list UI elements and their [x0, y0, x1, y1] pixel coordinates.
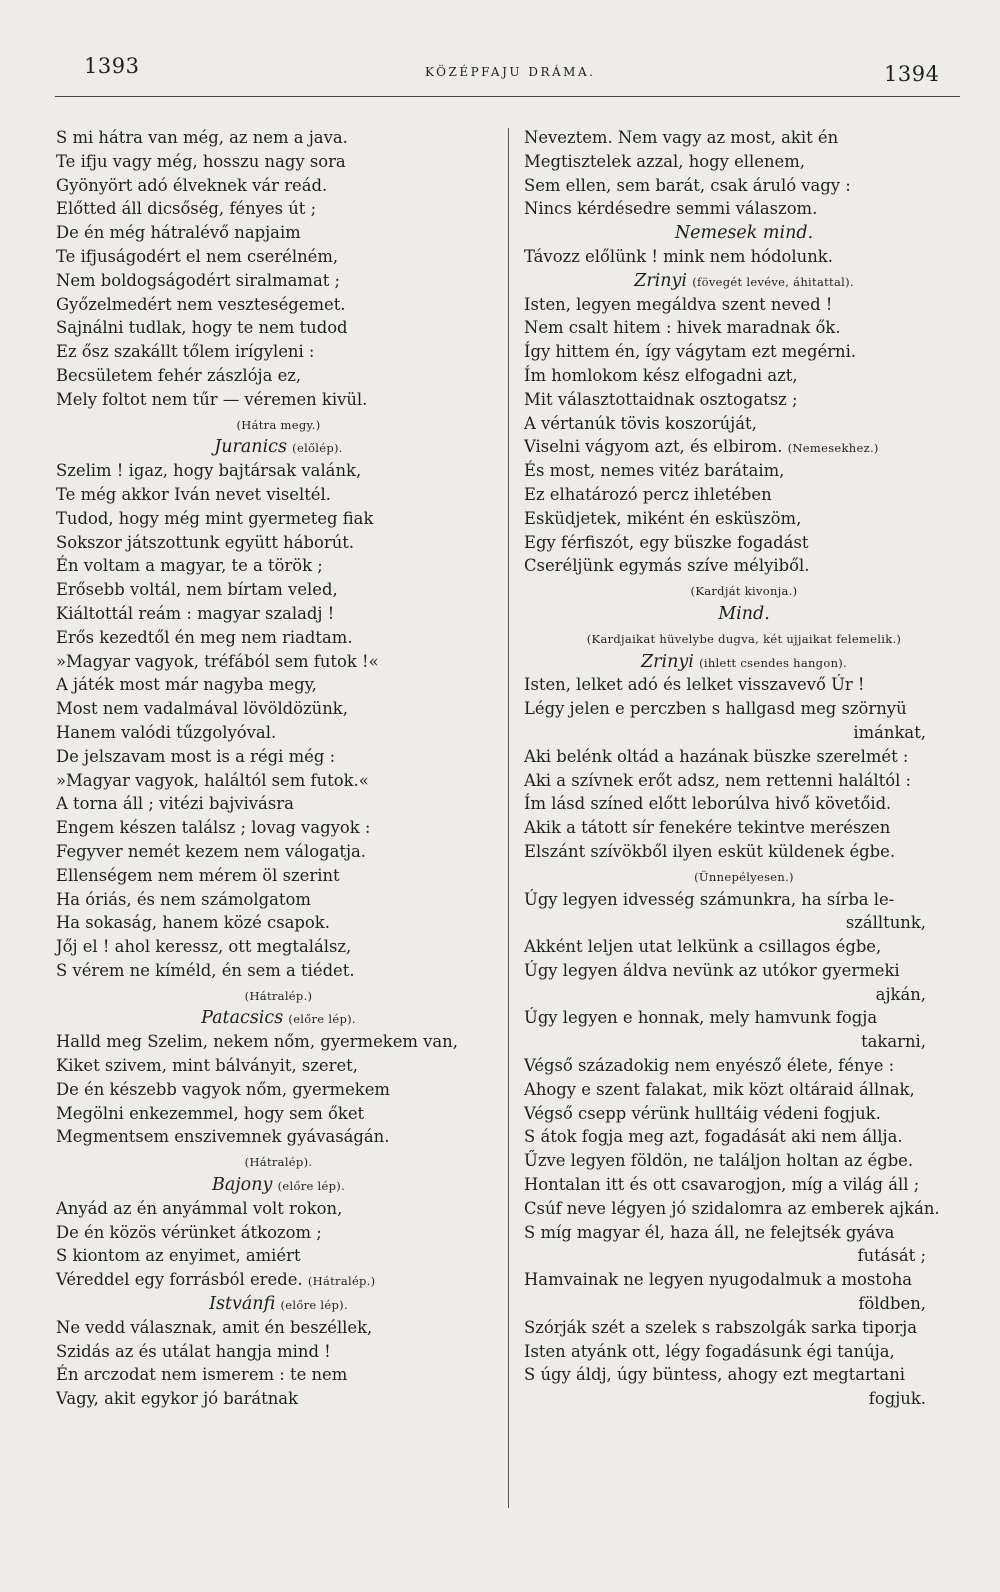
- stage-direction: [524, 578, 964, 602]
- verse-text: Vagy, akit egykor jó barátnak: [56, 1389, 299, 1409]
- verse-line: [524, 435, 964, 459]
- verse-line: [524, 1173, 964, 1197]
- speaker-name: Juranics: [214, 437, 287, 458]
- inline-stage-direction: (fövegét levéve, áhitattal).: [692, 274, 854, 289]
- verse-line: [56, 1078, 501, 1102]
- verse-text: Ahogy e szent falakat, mik közt oltáraid állnak,: [524, 1079, 915, 1099]
- verse-line: [56, 578, 501, 602]
- speaker-name: Zrinyi: [634, 270, 688, 291]
- verse-text: Aki belénk oltád a hazának büszke szerelmét :: [524, 746, 909, 766]
- inline-stage-direction: (előre lép).: [288, 1012, 356, 1027]
- verse-line: [524, 150, 964, 174]
- verse-line: [56, 721, 501, 745]
- inline-stage-direction: (előre lép).: [280, 1298, 348, 1313]
- verse-line: [524, 745, 964, 769]
- verse-text: Véreddel egy forrásból erede.: [56, 1270, 303, 1290]
- verse-line: [56, 1340, 501, 1364]
- verse-text: földben,: [858, 1294, 926, 1314]
- verse-text: Te ifju vagy még, hosszu nagy sora: [56, 151, 346, 171]
- verse-continuation: [524, 911, 964, 935]
- verse-text: Akik a tátott sír fenekére tekintve merészen: [524, 818, 891, 838]
- left-page-number: 1393: [84, 54, 140, 78]
- header-rule: [55, 96, 960, 97]
- verse-line: [524, 1221, 964, 1245]
- verse-text: Tudod, hogy még mint gyermeteg fiak: [56, 508, 374, 528]
- verse-line: [56, 459, 501, 483]
- verse-line: [56, 626, 501, 650]
- speaker-name: Zrinyi: [640, 651, 694, 672]
- speaker-heading: [56, 1173, 501, 1197]
- verse-line: [56, 245, 501, 269]
- verse-line: [56, 816, 501, 840]
- verse-line: [56, 483, 501, 507]
- verse-text: fogjuk.: [868, 1389, 926, 1409]
- speaker-heading: [56, 1006, 501, 1030]
- verse-line: [56, 840, 501, 864]
- verse-line: [524, 483, 964, 507]
- verse-line: [524, 1078, 964, 1102]
- stage-direction: [524, 864, 964, 888]
- stage-direction-text: (Hátralép.): [244, 988, 313, 1003]
- verse-text: Ellenségem nem mérem öl szerint: [56, 865, 340, 885]
- verse-text: A torna áll ; vitézi bajvivásra: [56, 794, 294, 814]
- verse-line: [56, 697, 501, 721]
- verse-text: Úgy legyen e honnak, mely hamvunk fogja: [524, 1008, 878, 1028]
- speaker-heading: [524, 269, 964, 293]
- verse-line: [56, 150, 501, 174]
- verse-text: Nem csalt hitem : hivek maradnak ők.: [524, 318, 841, 338]
- page-header: [0, 50, 1000, 100]
- inline-stage-direction: (ihlett csendes hangon).: [699, 655, 848, 670]
- verse-text: Csúf neve légyen jó szidalomra az emberek ajkán.: [524, 1198, 940, 1218]
- right-page-number: 1394: [884, 62, 940, 86]
- verse-text: Ez ősz szakállt tőlem irígyleni :: [56, 342, 315, 362]
- verse-text: Neveztem. Nem vagy az most, akit én: [524, 128, 839, 147]
- verse-line: [56, 340, 501, 364]
- speaker-name: Nemesek mind.: [674, 223, 814, 244]
- verse-text: Sem ellen, sem barát, csak áruló vagy :: [524, 175, 851, 195]
- verse-text: Te még akkor Iván nevet viseltél.: [56, 484, 331, 504]
- verse-line: [524, 1125, 964, 1149]
- verse-line: [56, 1125, 501, 1149]
- verse-text: Sokszor játszottunk együtt háborút.: [56, 532, 355, 552]
- verse-text: Nincs kérdésedre semmi válaszom.: [524, 199, 818, 219]
- verse-continuation: [524, 1387, 964, 1411]
- verse-text: ajkán,: [875, 984, 926, 1004]
- verse-text: Úgy legyen idvesség számunkra, ha sírba le-: [524, 889, 895, 909]
- verse-line: [524, 316, 964, 340]
- left-column: [56, 126, 501, 1411]
- verse-text: Engem készen találsz ; lovag vagyok :: [56, 818, 371, 838]
- verse-line: [56, 1197, 501, 1221]
- verse-line: [56, 293, 501, 317]
- verse-text: Úgy legyen áldva nevünk az utókor gyermeki: [524, 960, 900, 980]
- verse-text: S mi hátra van még, az nem a java.: [56, 128, 348, 147]
- verse-text: Becsületem fehér zászlója ez,: [56, 365, 302, 385]
- verse-line: [56, 174, 501, 198]
- verse-text: Egy férfiszót, egy büszke fogadást: [524, 532, 809, 552]
- verse-line: [56, 864, 501, 888]
- verse-text: Gyönyört adó élveknek vár reád.: [56, 175, 328, 195]
- verse-line: [524, 1197, 964, 1221]
- verse-text: Én arczodat nem ismerem : te nem: [56, 1365, 348, 1385]
- stage-direction: [56, 1149, 501, 1173]
- verse-text: Viselni vágyom azt, és elbirom.: [524, 437, 783, 457]
- verse-line: [56, 959, 501, 983]
- verse-line: [524, 1268, 964, 1292]
- verse-line: [524, 673, 964, 697]
- verse-text: Erős kezedtől én meg nem riadtam.: [56, 627, 353, 647]
- speaker-heading: [524, 221, 964, 245]
- verse-text: Végső csepp vérünk hulltáig védeni fogjuk.: [524, 1103, 881, 1123]
- speaker-heading: [524, 650, 964, 674]
- verse-text: Szidás az és utálat hangja mind !: [56, 1341, 331, 1361]
- verse-text: A játék most már nagyba megy,: [56, 675, 317, 695]
- verse-text: Előtted áll dicsőség, fényes út ;: [56, 199, 317, 219]
- verse-text: Isten, lelket adó és lelket visszavevő Úr !: [524, 675, 865, 695]
- verse-text: De jelszavam most is a régi még :: [56, 746, 336, 766]
- verse-line: [524, 174, 964, 198]
- speaker-name: Bajony: [211, 1175, 273, 1196]
- inline-stage-direction: (előlép).: [292, 441, 343, 456]
- verse-text: S úgy áldj, úgy büntess, ahogy ezt megtartani: [524, 1365, 905, 1385]
- inline-stage-direction: (Hátralép.): [307, 1274, 376, 1289]
- verse-text: S átok fogja meg azt, fogadását aki nem állja.: [524, 1127, 903, 1147]
- verse-text: Cseréljünk egymás szíve mélyiből.: [524, 556, 810, 576]
- verse-text: Erősebb voltál, nem bírtam veled,: [56, 580, 338, 600]
- verse-text: takarni,: [861, 1032, 926, 1052]
- verse-text: Most nem vadalmával lövöldözünk,: [56, 699, 348, 719]
- verse-line: [56, 1030, 501, 1054]
- verse-text: Hamvainak ne legyen nyugodalmuk a mostoha: [524, 1270, 913, 1290]
- verse-text: Szórják szét a szelek s rabszolgák sarka tiporja: [524, 1317, 918, 1337]
- verse-line: [524, 1102, 964, 1126]
- verse-line: [524, 959, 964, 983]
- verse-text: Isten, legyen megáldva szent neved !: [524, 294, 833, 314]
- verse-text: Légy jelen e perczben s hallgasd meg szörnyü: [524, 699, 907, 719]
- verse-text: Megmentsem enszivemnek gyávaságán.: [56, 1127, 390, 1147]
- verse-line: [56, 935, 501, 959]
- verse-text: Győzelmedért nem veszteségemet.: [56, 294, 346, 314]
- verse-line: [56, 554, 501, 578]
- verse-text: Mit választottaidnak osztogatsz ;: [524, 389, 798, 409]
- speaker-name: Mind.: [718, 603, 770, 624]
- column-divider: [508, 128, 509, 1508]
- verse-text: Te ifjuságodért el nem cserélném,: [56, 246, 339, 266]
- stage-direction-text: (Kardjaikat hüvelybe dugva, két ujjaikat felemelik.): [586, 631, 902, 646]
- speaker-name: Istvánfi: [209, 1294, 276, 1315]
- speaker-heading: [56, 1292, 501, 1316]
- verse-line: [524, 1340, 964, 1364]
- verse-text: Ha sokaság, hanem közé csapok.: [56, 913, 330, 933]
- verse-continuation: [524, 1030, 964, 1054]
- verse-line: [524, 792, 964, 816]
- verse-line: [56, 364, 501, 388]
- verse-line: [524, 1363, 964, 1387]
- verse-text: Mely foltot nem tűr — véremen kivül.: [56, 389, 368, 409]
- verse-line: [524, 554, 964, 578]
- verse-continuation: [524, 1244, 964, 1268]
- verse-text: Űzve legyen földön, ne találjon holtan az égbe.: [524, 1151, 914, 1171]
- verse-line: [524, 459, 964, 483]
- verse-line: [524, 126, 964, 150]
- verse-text: Jőj el ! ahol keressz, ott megtalálsz,: [56, 937, 352, 957]
- verse-line: [524, 1006, 964, 1030]
- speaker-heading: [524, 602, 964, 626]
- verse-text: Hanem valódi tűzgolyóval.: [56, 722, 277, 742]
- verse-line: [56, 650, 501, 674]
- verse-text: Ez elhatározó percz ihletében: [524, 484, 772, 504]
- inline-stage-direction: (előre lép).: [277, 1179, 346, 1194]
- stage-direction: [56, 412, 501, 436]
- verse-line: [56, 221, 501, 245]
- verse-text: futását ;: [857, 1246, 926, 1266]
- verse-line: [56, 1387, 501, 1411]
- verse-continuation: [524, 1292, 964, 1316]
- verse-text: Akként leljen utat lelkünk a csillagos égbe,: [524, 937, 882, 957]
- verse-line: [56, 1244, 501, 1268]
- verse-line: [56, 531, 501, 555]
- verse-line: [56, 126, 501, 150]
- stage-direction-text: (Hátralép).: [244, 1155, 313, 1170]
- verse-line: [56, 1102, 501, 1126]
- verse-line: [56, 769, 501, 793]
- verse-text: Ne vedd válasznak, amit én beszéllek,: [56, 1317, 373, 1337]
- verse-text: Megölni enkezemmel, hogy sem őket: [56, 1103, 365, 1123]
- verse-text: »Magyar vagyok, tréfából sem futok !«: [56, 651, 379, 671]
- verse-line: [524, 293, 964, 317]
- verse-line: [524, 412, 964, 436]
- verse-line: [524, 1316, 964, 1340]
- inline-stage-direction: (Nemesekhez.): [787, 441, 879, 456]
- verse-text: Halld meg Szelim, nekem nőm, gyermekem van,: [56, 1032, 458, 1052]
- verse-line: [56, 1054, 501, 1078]
- verse-line: [56, 1221, 501, 1245]
- verse-line: [56, 388, 501, 412]
- stage-direction-text: (Kardját kivonja.): [690, 584, 798, 599]
- verse-line: [524, 1054, 964, 1078]
- stage-direction: [56, 983, 501, 1007]
- verse-text: Megtisztelek azzal, hogy ellenem,: [524, 151, 805, 171]
- verse-text: De én készebb vagyok nőm, gyermekem: [56, 1079, 390, 1099]
- verse-continuation: [524, 721, 964, 745]
- speaker-heading: [56, 435, 501, 459]
- verse-line: [524, 507, 964, 531]
- verse-line: [56, 602, 501, 626]
- verse-text: Ím homlokom kész elfogadni azt,: [524, 365, 798, 385]
- right-column: [524, 126, 964, 1411]
- verse-text: Kiket szivem, mint bálványit, szeret,: [56, 1056, 358, 1076]
- verse-line: [524, 840, 964, 864]
- verse-text: S kiontom az enyimet, amiért: [56, 1246, 301, 1266]
- verse-text: Sajnálni tudlak, hogy te nem tudod: [56, 318, 348, 338]
- verse-text: Isten atyánk ott, légy fogadásunk égi tanúja,: [524, 1341, 895, 1361]
- verse-line: [524, 388, 964, 412]
- verse-line: [56, 673, 501, 697]
- verse-line: [56, 1268, 501, 1292]
- verse-line: [56, 316, 501, 340]
- verse-text: Ha óriás, és nem számolgatom: [56, 889, 311, 909]
- verse-line: [524, 340, 964, 364]
- verse-text: Aki a szívnek erőt adsz, nem rettenni haláltól :: [524, 770, 912, 790]
- verse-line: [524, 531, 964, 555]
- verse-text: S vérem ne kíméld, én sem a tiédet.: [56, 960, 355, 980]
- verse-text: Én voltam a magyar, te a török ;: [56, 556, 323, 576]
- verse-text: Végső századokig nem enyésző élete, fénye :: [524, 1056, 895, 1076]
- verse-text: Hontalan itt és ott csavarogjon, míg a világ áll ;: [524, 1175, 920, 1195]
- verse-text: Így hittem én, így vágytam ezt megérni.: [524, 342, 857, 362]
- verse-line: [56, 1316, 501, 1340]
- verse-text: imánkat,: [853, 722, 926, 742]
- verse-text: szálltunk,: [845, 913, 926, 933]
- verse-text: Nem boldogságodért siralmamat ;: [56, 270, 341, 290]
- verse-line: [524, 697, 964, 721]
- verse-text: A vértanúk tövis koszorúját,: [524, 413, 757, 433]
- verse-text: »Magyar vagyok, haláltól sem futok.«: [56, 770, 369, 790]
- running-title: KÖZÉPFAJU DRÁMA.: [425, 65, 596, 79]
- verse-text: S míg magyar él, haza áll, ne felejtsék gyáva: [524, 1222, 895, 1242]
- verse-line: [56, 507, 501, 531]
- stage-direction: [524, 626, 964, 650]
- verse-text: De én még hátralévő napjaim: [56, 223, 301, 243]
- verse-text: De én közös vérünket átkozom ;: [56, 1222, 322, 1242]
- stage-direction-text: (Ünnepélyesen.): [694, 869, 794, 884]
- verse-line: [56, 792, 501, 816]
- verse-line: [524, 935, 964, 959]
- verse-line: [524, 769, 964, 793]
- verse-line: [56, 911, 501, 935]
- verse-line: [56, 1363, 501, 1387]
- verse-text: Elszánt szívökből ilyen esküt küldenek égbe.: [524, 841, 896, 861]
- verse-text: Anyád az én anyámmal volt rokon,: [56, 1198, 343, 1218]
- speaker-name: Patacsics: [201, 1008, 284, 1029]
- verse-text: Távozz előlünk ! mink nem hódolunk.: [524, 246, 833, 266]
- verse-line: [56, 888, 501, 912]
- verse-line: [56, 269, 501, 293]
- verse-line: [524, 364, 964, 388]
- verse-text: Ím lásd színed előtt leborúlva hivő követőid.: [524, 794, 892, 814]
- verse-line: [56, 197, 501, 221]
- verse-line: [524, 245, 964, 269]
- verse-continuation: [524, 983, 964, 1007]
- verse-line: [524, 1149, 964, 1173]
- verse-text: Fegyver nemét kezem nem válogatja.: [56, 841, 367, 861]
- verse-line: [524, 197, 964, 221]
- verse-text: Esküdjetek, miként én esküszöm,: [524, 508, 802, 528]
- verse-line: [524, 888, 964, 912]
- verse-text: És most, nemes vitéz barátaim,: [524, 461, 785, 481]
- stage-direction-text: (Hátra megy.): [236, 417, 321, 432]
- verse-text: Szelim ! igaz, hogy bajtársak valánk,: [56, 461, 362, 481]
- verse-line: [524, 816, 964, 840]
- verse-line: [56, 745, 501, 769]
- verse-text: Kiáltottál reám : magyar szaladj !: [56, 603, 335, 623]
